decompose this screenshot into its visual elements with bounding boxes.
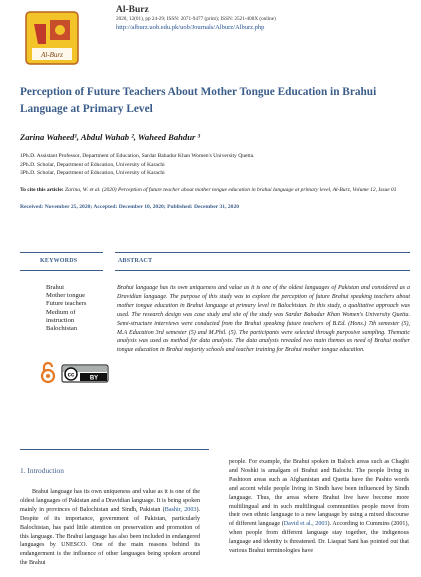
intro-column-right	[229, 458, 409, 556]
keywords-heading: KEYWORDS	[40, 258, 78, 264]
paper-title: Perception of Future Teachers About Mother Tongue Education in Brahui Language at Primary Level	[20, 86, 377, 115]
intro-text: ). According to Cummins (2001), when people from different language stay together, the indigenous language and identity is threatened. Dr. Liaquat Sani has pointed out that various Brahui terminologies have	[229, 521, 409, 555]
accepted-label: Accepted:	[93, 204, 118, 210]
intro-column-left	[20, 488, 200, 568]
keyword-item: Balochistan	[46, 325, 78, 333]
keyword-item: Medium of	[46, 308, 76, 316]
affiliation-1: 1Ph.D. Assistant Professor, Department of Education, Sardar Bahadur Khan Women's University Quetta.	[20, 153, 255, 159]
license-badges	[40, 362, 110, 389]
journal-issn: 2020, 12(01), pp 24-29; ISSN: 2071-9477 (print); ISSN: 2521-408X (online)	[116, 16, 276, 22]
abstract-top-rule	[115, 252, 410, 253]
accepted-date: December 10, 2020;	[117, 204, 168, 210]
abstract-text: Brahui language has its own uniqueness and value as it is one of the oldest languages of Pakistan and considered as a Dravidian language. The purpose of this study was to explore the perception of future Brahui speaking teachers about mother tongue education in Brahui language at primary level in Balochistan. In this study, a qualitative approach was used. The research design was case study and site of the study was Sardar Bahadur Khan Women's University Quetta. Semi-structure interviews were conducted from the Brahui speaking future teachers of B.Ed. (Hons.) 7th semester (5), M.A Education 3rd semester (5) and M.Phil. (5). The participants were selected through purposive sampling. Thematic analysis was used as method for data analysis. The data analysis revealed two main themes as need of Brahui mother tongue education in Brahui majority schools and teacher training for Brahui mother tongue education.	[117, 285, 410, 354]
affiliation-3: 3Ph.D. Scholar, Department of Education, University of Karachi	[20, 170, 165, 176]
authors: Zarina Waheed¹, Abdul Wahab ², Waheed Bahdur ³	[20, 132, 201, 142]
logo-text: Al-Burz	[41, 51, 63, 59]
journal-logo	[24, 10, 80, 66]
keyword-item: Brahui	[46, 284, 64, 291]
dates	[20, 204, 239, 210]
keywords-list	[46, 284, 106, 333]
keywords-bottom-rule	[20, 270, 103, 271]
intro-text: ). Despite of its importance, government of Pakistan, particularly Balochistan, has paid little attention on preservation and promotion of this language. The Brahui language has also been included in endangered languages by UNESCO. One of the main reasons behind its endangerment is the influence of other languages being spoken around the Brahui	[20, 506, 200, 567]
open-access-icon	[42, 363, 54, 382]
keyword-item: instruction	[46, 316, 75, 324]
published-date: December 31, 2020	[192, 204, 240, 210]
received-label: Received:	[20, 204, 44, 210]
cc-label: cc	[67, 372, 75, 379]
citation-link[interactable]: David et al., 2003	[283, 521, 328, 528]
keywords-top-rule	[20, 252, 103, 253]
keyword-item: Mother tongue	[46, 292, 86, 300]
citation	[20, 186, 408, 194]
by-label: BY	[89, 375, 99, 382]
affiliation-2: 2Ph.D. Scholar, Department of Education, University of Karachi	[20, 162, 165, 168]
citation-label: To cite this article:	[20, 187, 64, 193]
received-date: November 25, 2020;	[43, 204, 94, 210]
journal-url[interactable]: http://alburz.uob.edu.pk/uob/Journals/Alburz/Alburz.php	[116, 24, 265, 31]
abstract-bottom-rule	[115, 270, 410, 271]
journal-name: Al-Burz	[116, 5, 149, 15]
keyword-item: Future teachers	[46, 300, 87, 308]
abstract-heading: ABSTRACT	[118, 258, 153, 264]
citation-link[interactable]: Bashir, 2003	[164, 506, 197, 513]
intro-text: Brahui language has its own uniqueness and value as it is one of the oldest languages of Pakistan and a Dravidian language. It is being spoken mainly in provinces of Balochistan and Sindh, Pakistan (	[20, 489, 200, 513]
cc-by-icon	[62, 365, 108, 382]
intro-rule	[20, 449, 209, 450]
intro-text: people. For example, the Brahui spoken in Baloch areas such as Chaghi and Noshki is amalgam of Brahui and Balochi. The people living in Pashtoon areas such as Afghanistan and Quetta have the Pashto words and accent while people living in Sindh have been influenced by Sindh language. Thus, the areas where Brahui live have become more multilingual and in such multilingual communities people move from their own ethnic language to a new language by using a mixed discourse of different language (	[229, 459, 409, 528]
published-label: Published:	[167, 204, 193, 210]
section-heading-introduction: 1. Introduction	[20, 466, 64, 475]
citation-text: Zarina, W. et al. (2020) Perception of future teacher about mother tongue education in brahui language at primary level, Al-Burz, Volume 12, Issue 01	[63, 187, 397, 193]
